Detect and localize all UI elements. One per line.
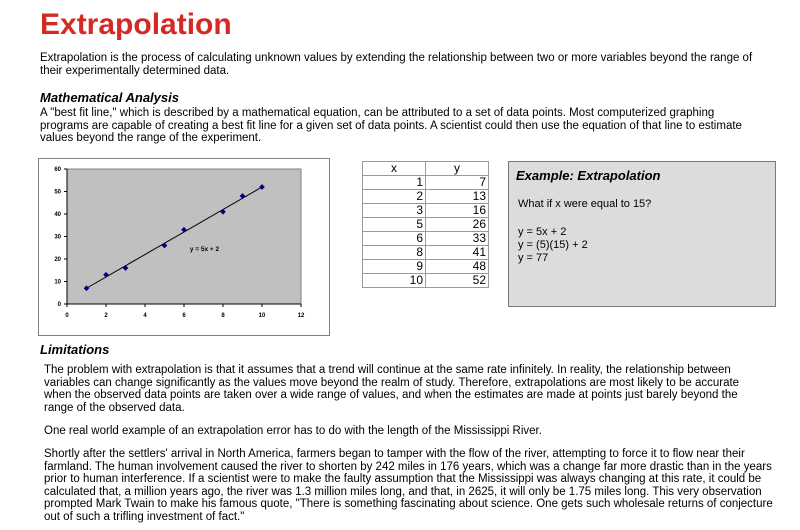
table-cell-x: 6 <box>363 232 426 246</box>
analysis-heading: Mathematical Analysis <box>40 90 179 105</box>
example-line-3: y = 77 <box>518 252 549 264</box>
y-tick-label: 50 <box>54 189 61 196</box>
trendline-label: y = 5x + 2 <box>189 246 220 254</box>
table-cell-y: 41 <box>426 246 489 260</box>
table-cell-x: 8 <box>363 246 426 260</box>
limitations-paragraph-1: The problem with extrapolation is that it assumes that a trend will continue at the same rate infinitely. In reality, the relationship between variables can change significantly as the values move beyond the realm of study. Therefore, extrapolations are most likely to be accurate when the observed data points are taken over a wide range of values, and when the estimates are made at points just barely beyond the range of the observed data. <box>44 364 740 414</box>
limitations-heading: Limitations <box>40 342 110 357</box>
example-title: Example: Extrapolation <box>516 168 661 183</box>
example-box <box>508 161 776 307</box>
y-tick-label: 30 <box>54 234 61 241</box>
scatter-chart <box>38 158 330 336</box>
y-tick-label: 10 <box>54 279 61 286</box>
x-tick-label: 6 <box>182 313 186 319</box>
table-row <box>363 274 489 288</box>
chart-svg <box>39 159 329 335</box>
table-cell-x: 9 <box>363 260 426 274</box>
page-title: Extrapolation <box>40 8 232 41</box>
table-cell-y: 7 <box>426 176 489 190</box>
x-tick-label: 10 <box>258 313 266 319</box>
analysis-paragraph: A "best fit line," which is described by a mathematical equation, can be attributed to a set of data points. Most computerized graphing programs are capable of creating a best fit line for a given set of data points. A scientist could then use the equation of that line to estimate values beyond the range of the experiment. <box>40 107 742 144</box>
table-cell-y: 48 <box>426 260 489 274</box>
x-tick-label: 0 <box>65 313 69 319</box>
table-cell-y: 52 <box>426 274 489 288</box>
y-tick-label: 0 <box>57 302 61 308</box>
table-header-y: y <box>426 162 489 176</box>
table-cell-y: 33 <box>426 232 489 246</box>
table-cell-x: 3 <box>363 204 426 218</box>
limitations-paragraph-3: Shortly after the settlers' arrival in North America, farmers began to tamper with the flow of the river, attempting to force it to flow near their farmland. The human involvement caused the river to shorten by 242 miles in 176 years, which was a change far more drastic than in the years prior to human interference. If a scientist were to make the faulty assumption that the Mississippi was always changing at this rate, it could be calculated that, a million years ago, the river was 1.3 million miles long, and that, in 2625, it will only be 1.75 miles long. This very observation prompted Mark Twain to make his famous quote, "There is something fascinating about science. One gets such wholesale returns of conjecture out of such a trifling investment of fact." <box>44 448 773 523</box>
limitations-paragraph-2: One real world example of an extrapolation error has to do with the length of the Mississippi River. <box>44 425 542 437</box>
x-tick-label: 2 <box>104 313 108 319</box>
intro-paragraph: Extrapolation is the process of calculating unknown values by extending the relationship between two or more variables beyond the range of their experimentally determined data. <box>40 52 753 77</box>
table-row <box>363 246 489 260</box>
table-cell-y: 26 <box>426 218 489 232</box>
table-header-row <box>363 162 489 176</box>
table-cell-y: 16 <box>426 204 489 218</box>
table-cell-x: 1 <box>363 176 426 190</box>
x-tick-label: 8 <box>221 313 225 319</box>
table-row <box>363 204 489 218</box>
x-tick-label: 12 <box>297 313 305 319</box>
plot-area <box>67 169 301 304</box>
x-tick-label: 4 <box>143 313 147 319</box>
example-line-2: y = (5)(15) + 2 <box>518 239 588 251</box>
example-question: What if x were equal to 15? <box>518 198 652 210</box>
table-cell-x: 10 <box>363 274 426 288</box>
example-line-1: y = 5x + 2 <box>518 226 567 238</box>
y-tick-label: 20 <box>54 257 61 263</box>
table-row <box>363 260 489 274</box>
y-tick-label: 40 <box>54 212 61 218</box>
table-cell-x: 5 <box>363 218 426 232</box>
table-row <box>363 176 489 190</box>
table-header-x: x <box>363 162 426 176</box>
table-row <box>363 218 489 232</box>
table-cell-y: 13 <box>426 190 489 204</box>
y-tick-label: 60 <box>54 167 61 173</box>
data-table <box>362 161 489 288</box>
table-row <box>363 190 489 204</box>
table-cell-x: 2 <box>363 190 426 204</box>
table-row <box>363 232 489 246</box>
